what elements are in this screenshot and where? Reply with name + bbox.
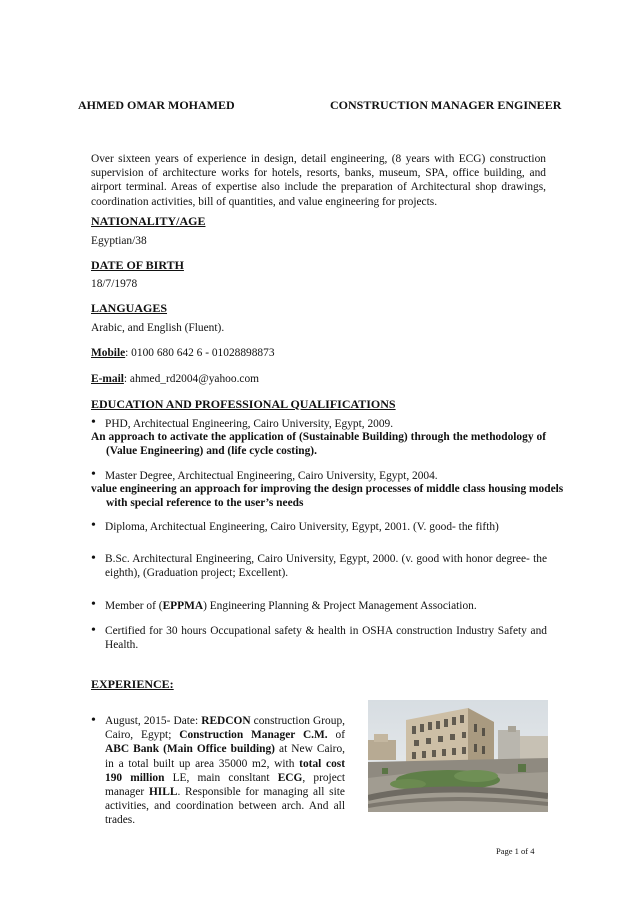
exp-text: LE, main consltant xyxy=(164,771,278,784)
diploma-entry: Diploma, Architectual Engineering, Cairo University, Egypt, 2001. (V. good- the fifth) xyxy=(105,521,499,533)
mobile-value: : 0100 680 642 6 - 01028898873 xyxy=(125,347,275,359)
email-label: E-mail xyxy=(91,373,124,385)
exp-text: , project manager xyxy=(105,771,345,799)
languages-value: Arabic, and English (Fluent). xyxy=(91,322,225,334)
candidate-name: AHMED OMAR MOHAMED xyxy=(78,98,235,112)
birth-heading: DATE OF BIRTH xyxy=(91,258,184,272)
exp-text: at New Cairo, in a total built up area 35000 m2, with xyxy=(105,743,345,770)
exp-text: construction Group, Cairo, Egypt; xyxy=(105,715,345,742)
nationality-heading: NATIONALITY/AGE xyxy=(91,214,206,228)
exp-company: REDCON xyxy=(201,715,251,727)
mobile-line xyxy=(91,346,275,360)
member-org: EPPMA xyxy=(162,600,204,612)
exp-cost: total cost 190 million xyxy=(105,757,346,784)
bullet-icon: • xyxy=(91,467,96,482)
member-entry xyxy=(105,599,477,613)
phd-entry: PHD, Architectual Engineering, Cairo University, Egypt, 2009. xyxy=(105,418,394,430)
exp-project: ABC Bank (Main Office building) xyxy=(105,743,275,756)
phd-thesis xyxy=(91,430,546,458)
member-text: Member of ( xyxy=(105,600,163,612)
languages-heading: LANGUAGES xyxy=(91,301,168,315)
member-text-end: ) Engineering Planning & Project Management Association. xyxy=(203,600,477,612)
building-render xyxy=(368,700,548,812)
project-building-image xyxy=(368,700,548,812)
email-line xyxy=(91,372,259,386)
nationality-value: Egyptian/38 xyxy=(91,235,147,247)
page-number: Page 1 of 4 xyxy=(496,846,535,856)
osha-entry: Certified for 30 hours Occupational safety & health in OSHA construction Industry Safety and Health. xyxy=(105,625,547,652)
mobile-label: Mobile xyxy=(91,347,126,359)
birth-value: 18/7/1978 xyxy=(91,278,138,290)
exp-date: August, 2015- Date: xyxy=(105,715,202,727)
bullet-icon: • xyxy=(91,415,96,430)
bullet-icon: • xyxy=(91,623,96,638)
master-entry: Master Degree, Architectual Engineering, Cairo University, Egypt, 2004. xyxy=(105,470,438,482)
exp-consultant: ECG xyxy=(277,771,303,784)
exp-position: Construction Manager C.M. xyxy=(179,729,328,742)
master-thesis xyxy=(91,482,566,510)
bullet-icon: • xyxy=(91,713,96,728)
summary-paragraph: Over sixteen years of experience in design, detail engineering, (8 years with ECG) construction supervision of architecture works for hotels, resorts, banks, museum, SPA, office building, and airport terminal. Areas of expertise also include the preparation of Architectural shop drawings, coordination activities, bill of quantities, and value engineering for projects. xyxy=(91,153,546,208)
job-title: CONSTRUCTION MANAGER ENGINEER xyxy=(330,98,562,112)
bullet-icon: • xyxy=(91,597,96,612)
experience-heading: EXPERIENCE: xyxy=(91,677,174,691)
exp-pm: HILL xyxy=(148,786,178,799)
exp-text: . Responsible for managing all site activities, and coordination between arch. And all trades. xyxy=(105,786,345,827)
bullet-icon: • xyxy=(91,518,96,533)
bsc-entry: B.Sc. Architectural Engineering, Cairo University, Egypt, 2000. (v. good with honor degree- the eighth), (Graduation project; Excellent). xyxy=(105,553,547,580)
education-heading: EDUCATION AND PROFESSIONAL QUALIFICATIONS xyxy=(91,397,396,411)
bullet-icon: • xyxy=(91,551,96,566)
exp-text: of xyxy=(327,729,345,742)
email-value[interactable]: : ahmed_rd2004@yahoo.com xyxy=(123,373,260,385)
phd-thesis-text: An approach to activate the application of (Sustainable Building) through the methodology of (Value Engineering) and (life cycle costing). xyxy=(91,431,546,458)
experience-entry xyxy=(105,714,345,828)
master-thesis-text: value engineering an approach for improving the design processes of middle class housing models with special reference to the user’s needs xyxy=(91,483,564,510)
